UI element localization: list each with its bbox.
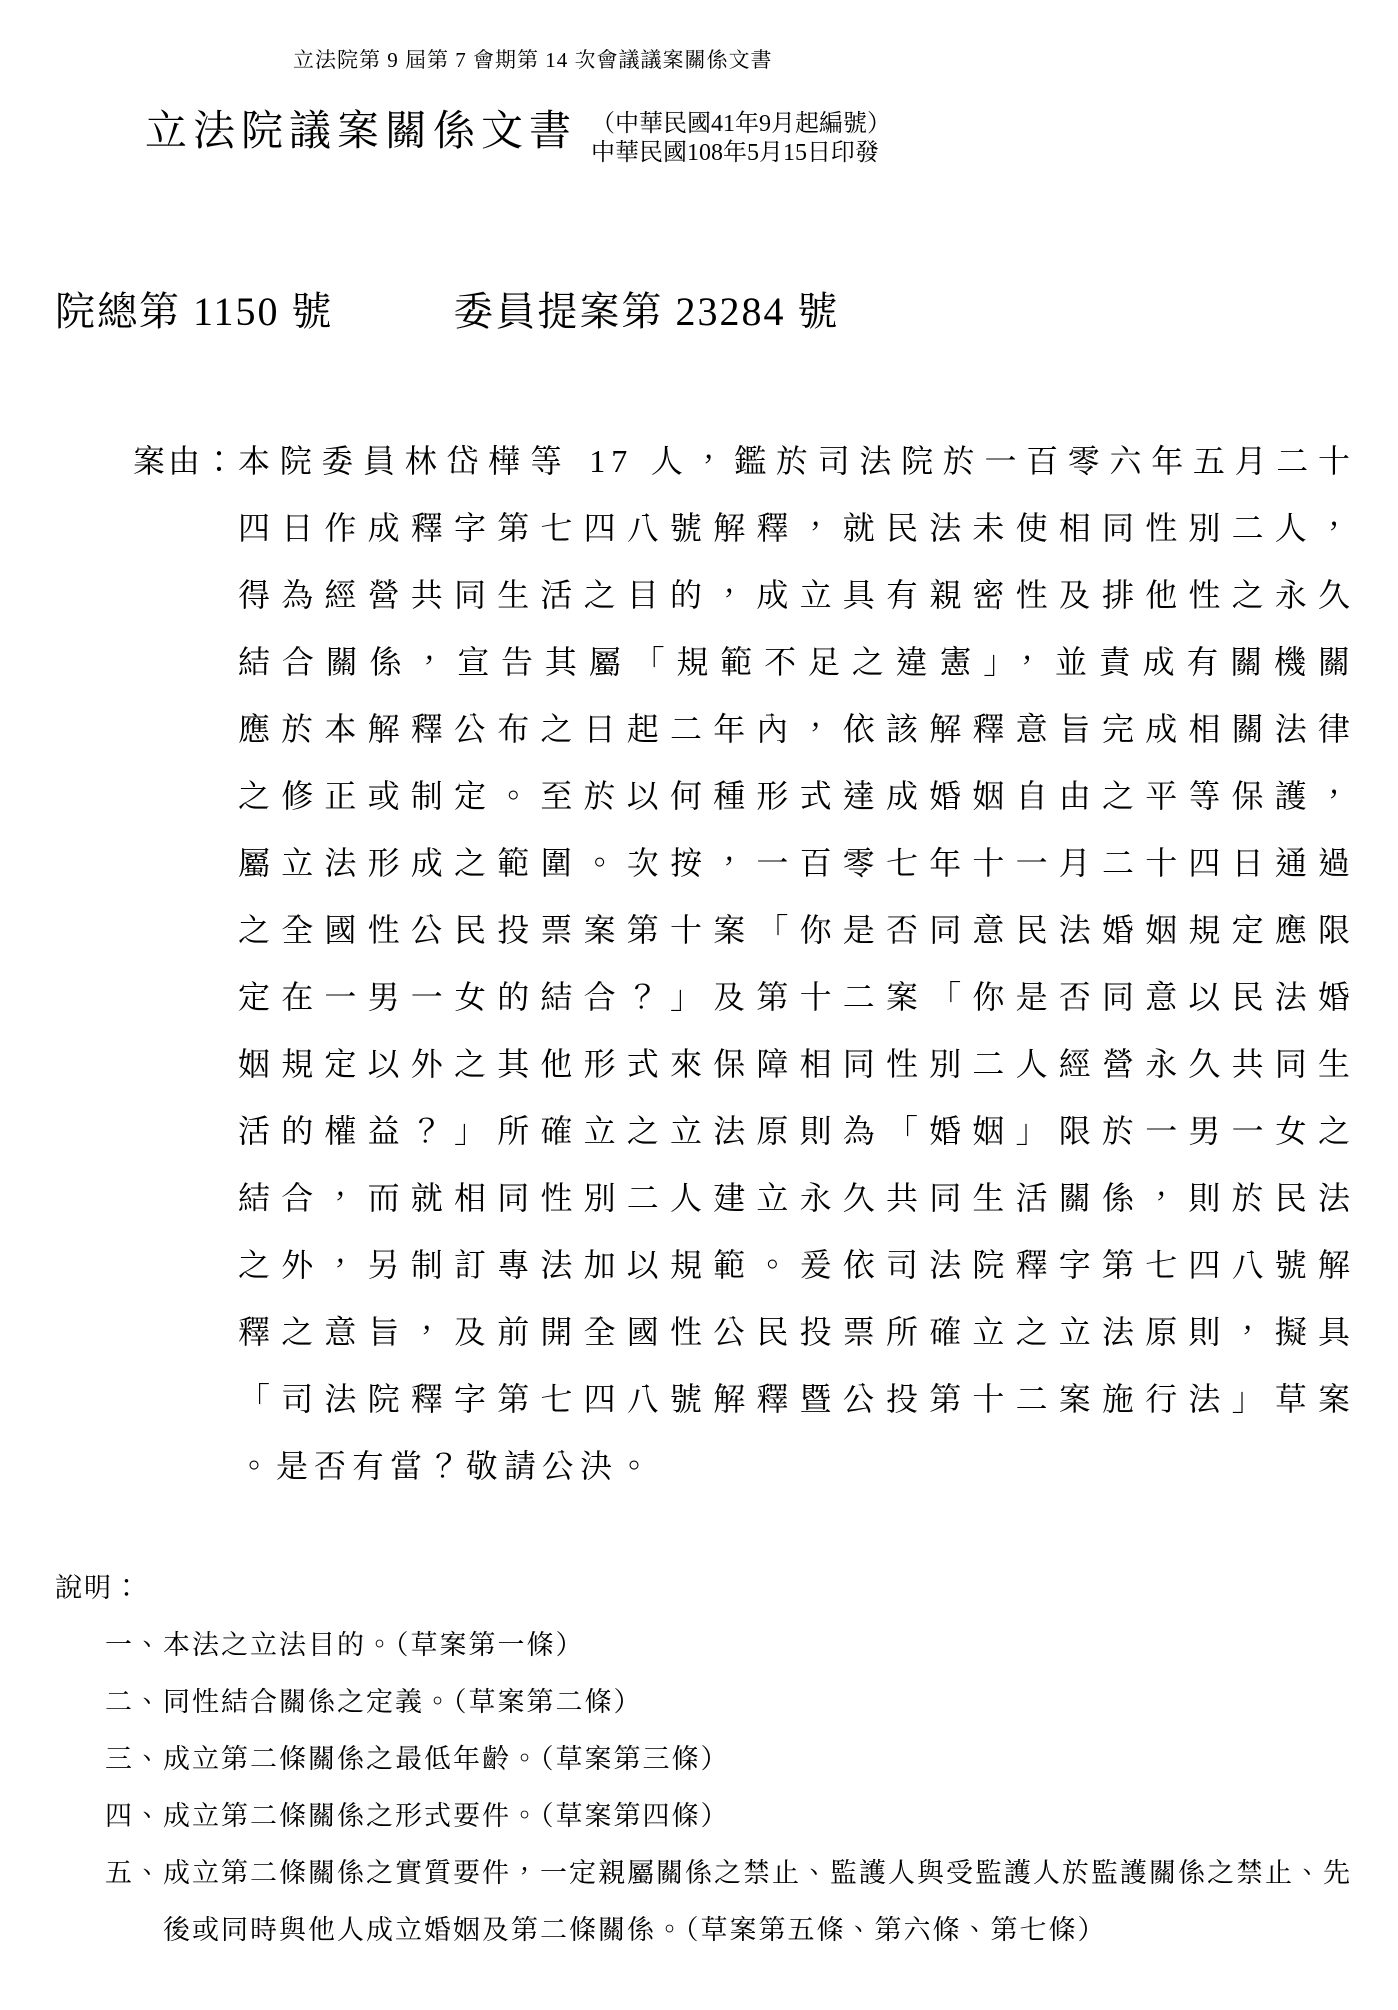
explanation-item-text: 同性結合關係之定義。（草案第二條） [163, 1687, 643, 1717]
title-note-print-date: 中華民國108年5月15日印發 [591, 140, 880, 166]
case-text-line: 釋之意旨，及前開全國性公民投票所確立之立法原則，擬具 [238, 1314, 1356, 1350]
explanation-item-marker: 二、 [105, 1687, 163, 1717]
docket-row [55, 280, 840, 337]
case-text-line: 姻規定以外之其他形式來保障相同性別二人經營永久共同生 [238, 1046, 1356, 1082]
case-label: 案由： [133, 443, 239, 479]
explanation-item [105, 1674, 1356, 1731]
case-text-line: 得為經營共同生活之目的，成立具有親密性及排他性之永久 [238, 577, 1356, 613]
case-section [133, 428, 1356, 1500]
explanation-item-marker: 一、 [105, 1630, 163, 1660]
proposal-number: 委員提案第 23284 號 [453, 289, 840, 334]
explanation-items [105, 1617, 1356, 1959]
explanation-item [105, 1731, 1356, 1788]
explanation-item-marker: 四、 [105, 1801, 163, 1831]
explanation-item [105, 1617, 1356, 1674]
case-text-line: 定在一男一女的結合？」及第十二案「你是否同意以民法婚 [238, 979, 1356, 1015]
case-text-line: 之外，另制訂專法加以規範。爰依司法院釋字第七四八號解 [238, 1247, 1356, 1283]
title-row [145, 98, 891, 168]
title-note [591, 110, 891, 168]
case-text-line: 活的權益？」所確立之立法原則為「婚姻」限於一男一女之 [238, 1113, 1356, 1149]
case-body [238, 428, 1356, 1500]
title-note-numbering: （中華民國41年9月起編號） [591, 111, 892, 137]
explanation-item-marker: 三、 [105, 1744, 163, 1774]
explanation-item-text: 成立第二條關係之實質要件，一定親屬關係之禁止、監護人與受監護人於監護關係之禁止、先後或同時與他人成立婚姻及第二條關係。（草案第五條、第六條、第七條） [163, 1858, 1352, 1945]
explanation-item [105, 1845, 1356, 1959]
case-text-line: 屬立法形成之範圍。次按，一百零七年十一月二十四日通過 [238, 845, 1356, 881]
explanation-item-text: 本法之立法目的。（草案第一條） [163, 1630, 585, 1660]
case-text-line: 結合，而就相同性別二人建立永久共同生活關係，則於民法 [238, 1180, 1356, 1216]
explanation-item-text: 成立第二條關係之形式要件。（草案第四條） [163, 1801, 730, 1831]
case-text-line: 之修正或制定。至於以何種形式達成婚姻自由之平等保護， [238, 778, 1356, 814]
explanation-item [105, 1788, 1356, 1845]
case-text-line: 。是否有當？敬請公決。 [238, 1448, 657, 1484]
session-header: 立法院第 9 屆第 7 會期第 14 次會議議案關係文書 [293, 48, 773, 72]
case-text-line: 應於本解釋公布之日起二年內，依該解釋意旨完成相關法律 [238, 711, 1356, 747]
case-text-line: 四日作成釋字第七四八號解釋，就民法未使相同性別二人， [238, 510, 1356, 546]
explanation-section [55, 1560, 1356, 1959]
case-text-line: 本院委員林岱樺等 17 人，鑑於司法院於一百零六年五月二十 [238, 443, 1356, 479]
case-text-line: 結合關係，宣告其屬「規範不足之違憲」，並責成有關機關 [238, 644, 1356, 680]
document-title: 立法院議案關係文書 [145, 109, 578, 155]
explanation-item-text: 成立第二條關係之最低年齡。（草案第三條） [163, 1744, 730, 1774]
case-text-line: 「司法院釋字第七四八號解釋暨公投第十二案施行法」草案 [238, 1381, 1356, 1417]
explanation-label: 說明： [55, 1573, 142, 1603]
case-text-line: 之全國性公民投票案第十案「你是否同意民法婚姻規定應限 [238, 912, 1356, 948]
yuan-docket-number: 院總第 1150 號 [55, 289, 334, 334]
explanation-item-marker: 五、 [105, 1858, 163, 1888]
